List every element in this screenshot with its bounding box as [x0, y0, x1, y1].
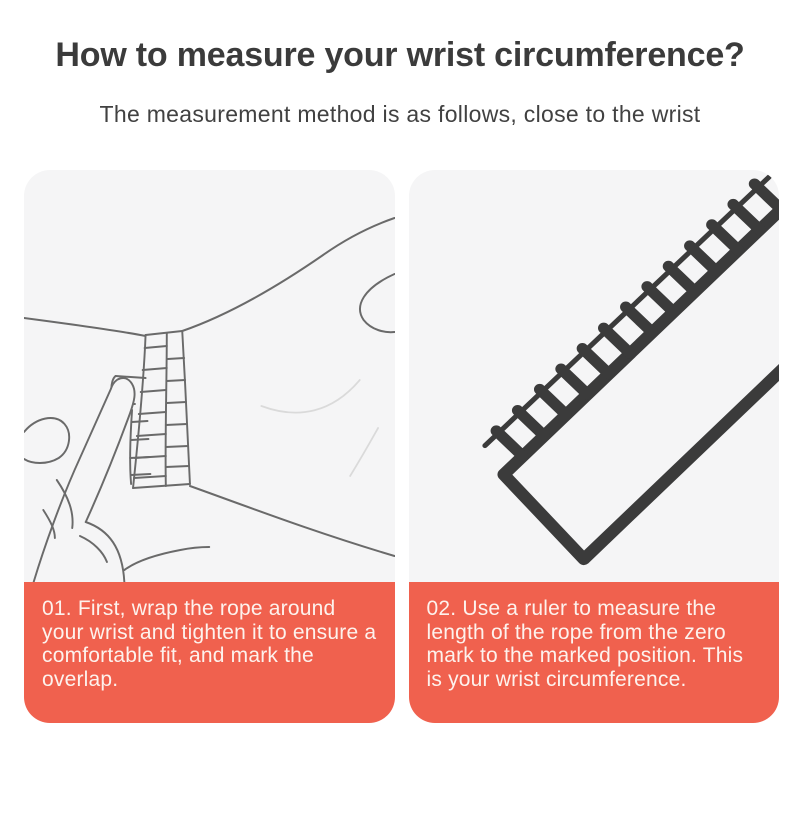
step-caption: 02. Use a ruler to measure the length of the rope from the zero mark to the marked position. This is your wrist circumference.	[409, 582, 780, 723]
step-card-1	[24, 170, 395, 723]
illustration-panel-1	[24, 170, 395, 582]
header	[0, 36, 800, 128]
wrist-tape-illustration	[24, 170, 395, 582]
ruler-illustration	[409, 170, 780, 582]
step-caption: 01. First, wrap the rope around your wrist and tighten it to ensure a comfortable fit, and mark the overlap.	[24, 582, 395, 723]
step-card-2	[409, 170, 780, 723]
page-title: How to measure your wrist circumference?	[55, 36, 745, 74]
page-subtitle: The measurement method is as follows, close to the wrist	[99, 101, 701, 127]
steps-container	[0, 170, 800, 723]
illustration-panel-2	[409, 170, 780, 582]
